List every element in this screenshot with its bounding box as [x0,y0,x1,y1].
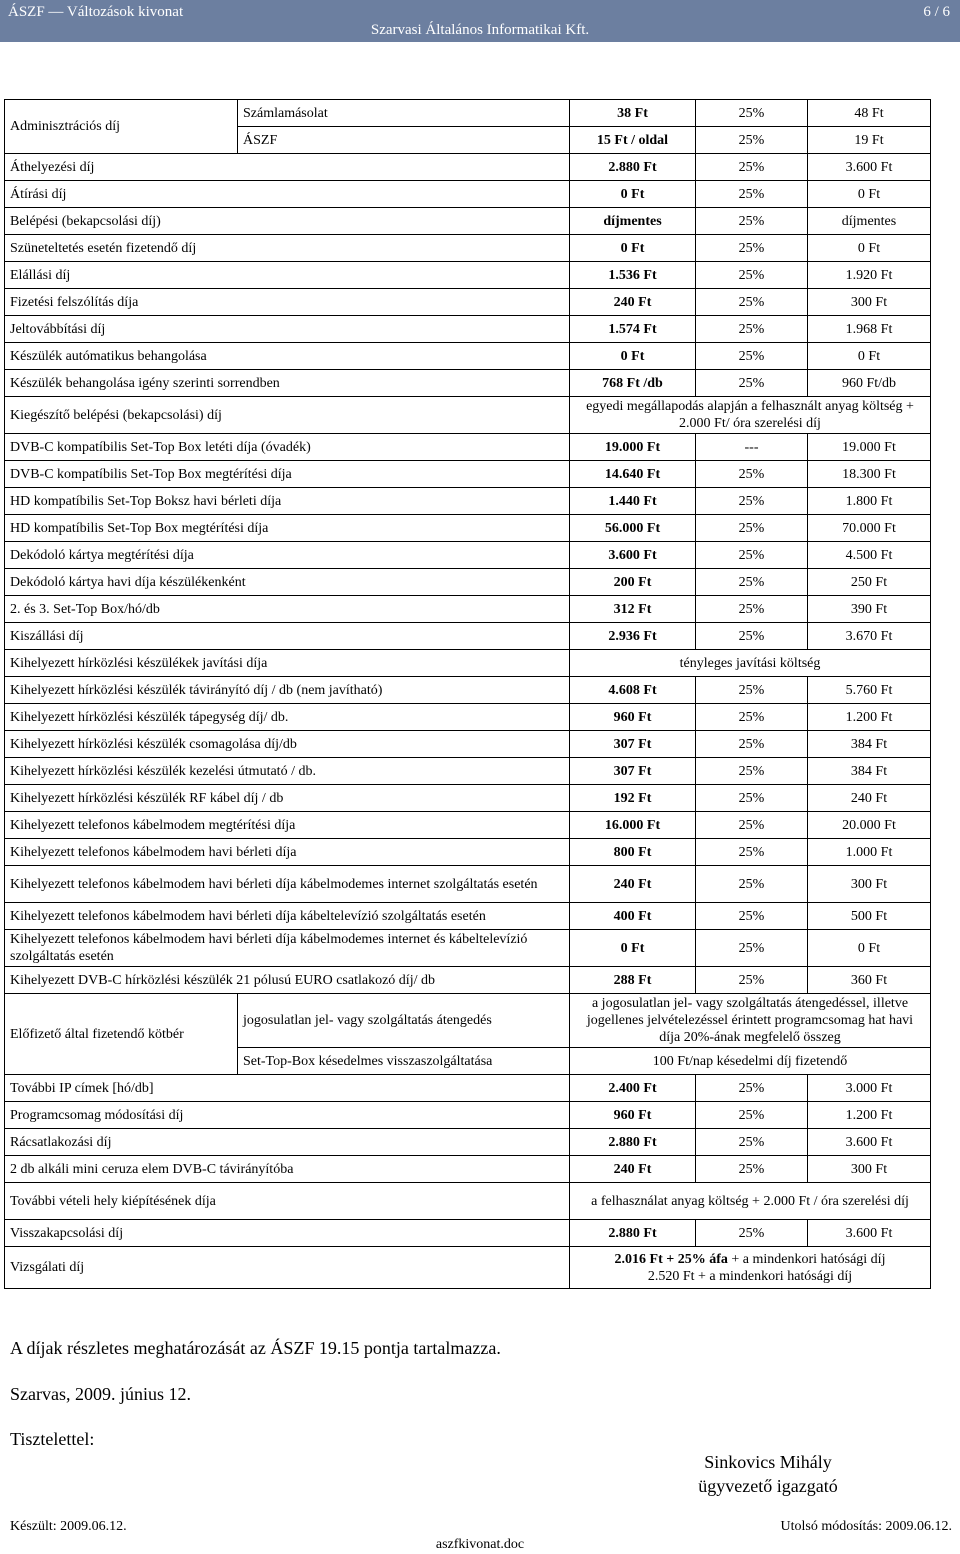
gross-price: 0 Ft [808,930,931,967]
gross-price: 3.000 Ft [808,1075,931,1102]
note-text: A díjak részletes meghatározását az ÁSZF 19.15 pontja tartalmazza. [10,1338,501,1358]
fee-name: Kihelyezett hírközlési készülék kezelési útmutató / db. [5,758,570,785]
fee-value: a felhasználat anyag költség + 2.000 Ft / óra szerelési díj [570,1183,931,1220]
fee-value: a jogosulatlan jel- vagy szolgáltatás átengedéssel, illetve jogellenes jelvételezéssel érintett programcsomag hat havi díja 20%-ának megfelelő összeg [570,994,931,1048]
net-price: 307 Ft [570,731,696,758]
fee-name: Kihelyezett hírközlési készülékek javítási díja [5,650,570,677]
fee-name: Szüneteltetés esetén fizetendő díj [5,235,570,262]
gross-price: 1.200 Ft [808,1102,931,1129]
gross-price: 0 Ft [808,343,931,370]
vat-rate: 25% [696,127,808,154]
net-price: 15 Ft / oldal [570,127,696,154]
table-row [5,930,931,967]
net-price: 240 Ft [570,1156,696,1183]
signature-block [688,1450,848,1498]
table-row [5,235,931,262]
net-price: 768 Ft /db [570,370,696,397]
fee-name: Kihelyezett telefonos kábelmodem havi bérleti díja kábelmodemes internet és kábeltelevízió szolgáltatás esetén [5,930,570,967]
table-row [5,785,931,812]
fee-name: DVB-C kompatíbilis Set-Top Box letéti díja (óvadék) [5,434,570,461]
vat-rate: 25% [696,677,808,704]
vat-rate: 25% [696,208,808,235]
net-price: 288 Ft [570,967,696,994]
fee-name: Kihelyezett telefonos kábelmodem havi bérleti díja kábelmodemes internet szolgáltatás esetén [5,866,570,903]
net-price: 16.000 Ft [570,812,696,839]
fee-name: Előfizető által fizetendő kötbér [5,994,238,1075]
table-row [5,208,931,235]
net-price: 1.574 Ft [570,316,696,343]
vat-rate: 25% [696,1102,808,1129]
table-row [5,704,931,731]
table-row [5,434,931,461]
fee-name: Áthelyezési díj [5,154,570,181]
fee-value-line2: 2.520 Ft + a mindenkori hatósági díj [647,1268,853,1284]
vat-rate: 25% [696,812,808,839]
table-row [5,461,931,488]
gross-price: 48 Ft [808,100,931,127]
table-row [5,866,931,903]
net-price: 0 Ft [570,343,696,370]
fee-name: Rácsatlakozási díj [5,1129,570,1156]
net-price: 2.880 Ft [570,154,696,181]
document-title: ÁSZF — Változások kivonat [8,4,184,20]
gross-price: 3.600 Ft [808,154,931,181]
fee-name: Visszakapcsolási díj [5,1220,570,1247]
gross-price: 3.600 Ft [808,1220,931,1247]
net-price: 38 Ft [570,100,696,127]
net-price: 0 Ft [570,930,696,967]
vat-rate: 25% [696,370,808,397]
footer-modified: Utolsó módosítás: 2009.06.12. [780,1519,952,1534]
table-row [5,596,931,623]
table-row [5,1220,931,1247]
vat-rate: 25% [696,154,808,181]
fee-name: Kihelyezett DVB-C hírközlési készülék 21 pólusú EURO csatlakozó díj/ db [5,967,570,994]
vat-rate: --- [696,434,808,461]
vat-rate: 25% [696,866,808,903]
gross-price: 70.000 Ft [808,515,931,542]
fee-name: HD kompatíbilis Set-Top Boksz havi bérleti díja [5,488,570,515]
gross-price: 390 Ft [808,596,931,623]
net-price: 0 Ft [570,181,696,208]
vat-rate: 25% [696,704,808,731]
table-row [5,569,931,596]
vat-rate: 25% [696,930,808,967]
fee-subname: ÁSZF [238,127,570,154]
fee-name: Kihelyezett hírközlési készülék távirányító díj / db (nem javítható) [5,677,570,704]
table-row [5,650,931,677]
net-price: 3.600 Ft [570,542,696,569]
table-row [5,262,931,289]
net-price: 960 Ft [570,704,696,731]
table-row [5,1183,931,1220]
net-price: 0 Ft [570,235,696,262]
gross-price: 4.500 Ft [808,542,931,569]
vat-rate: 25% [696,515,808,542]
net-price: 2.936 Ft [570,623,696,650]
net-price: díjmentes [570,208,696,235]
vat-rate: 25% [696,569,808,596]
fee-name: Vizsgálati díj [5,1247,570,1289]
place-date: Szarvas, 2009. június 12. [10,1384,191,1404]
greeting: Tisztelettel: [10,1429,95,1449]
table-row [5,370,931,397]
vat-rate: 25% [696,596,808,623]
vat-rate: 25% [696,1220,808,1247]
table-row [5,515,931,542]
net-price: 312 Ft [570,596,696,623]
gross-price: 300 Ft [808,866,931,903]
table-row [5,542,931,569]
vat-rate: 25% [696,903,808,930]
vat-rate: 25% [696,839,808,866]
gross-price: 1.920 Ft [808,262,931,289]
gross-price: 384 Ft [808,731,931,758]
fee-name: DVB-C kompatíbilis Set-Top Box megtérítési díja [5,461,570,488]
table-row [5,623,931,650]
table-row [5,289,931,316]
vat-rate: 25% [696,1129,808,1156]
gross-price: 1.000 Ft [808,839,931,866]
fee-value: tényleges javítási költség [570,650,931,677]
net-price: 200 Ft [570,569,696,596]
gross-price: díjmentes [808,208,931,235]
fee-name: Programcsomag módosítási díj [5,1102,570,1129]
net-price: 240 Ft [570,289,696,316]
fee-value-rest: + a mindenkori hatósági díj [727,1251,886,1267]
net-price: 240 Ft [570,866,696,903]
table-row [5,994,931,1048]
fee-table-body [5,100,931,1289]
gross-price: 3.670 Ft [808,623,931,650]
net-price: 1.536 Ft [570,262,696,289]
fee-value-bold: 2.016 Ft + 25% áfa [614,1251,728,1267]
fee-name: Készülék autómatikus behangolása [5,343,570,370]
net-price: 4.608 Ft [570,677,696,704]
vat-rate: 25% [696,623,808,650]
company-name: Szarvasi Általános Informatikai Kft. [370,22,590,38]
table-row [5,181,931,208]
net-price: 14.640 Ft [570,461,696,488]
table-row [5,812,931,839]
page-number: 6 / 6 [923,4,950,20]
gross-price: 360 Ft [808,967,931,994]
gross-price: 18.300 Ft [808,461,931,488]
fee-name: Kihelyezett hírközlési készülék RF kábel díj / db [5,785,570,812]
gross-price: 300 Ft [808,1156,931,1183]
table-row [5,758,931,785]
fee-name: Elállási díj [5,262,570,289]
net-price: 960 Ft [570,1102,696,1129]
table-row [5,1075,931,1102]
vat-rate: 25% [696,262,808,289]
fee-value [570,1247,931,1289]
gross-price: 19 Ft [808,127,931,154]
gross-price: 19.000 Ft [808,434,931,461]
fee-name: HD kompatíbilis Set-Top Box megtérítési díja [5,515,570,542]
net-price: 2.880 Ft [570,1129,696,1156]
gross-price: 300 Ft [808,289,931,316]
table-row [5,1129,931,1156]
table-row [5,967,931,994]
fee-name: Kihelyezett telefonos kábelmodem havi bérleti díja [5,839,570,866]
fee-subname: jogosulatlan jel- vagy szolgáltatás átengedés [238,994,570,1048]
net-price: 800 Ft [570,839,696,866]
fee-name: Kihelyezett telefonos kábelmodem megtérítési díja [5,812,570,839]
vat-rate: 25% [696,758,808,785]
table-row [5,677,931,704]
vat-rate: 25% [696,542,808,569]
net-price: 19.000 Ft [570,434,696,461]
vat-rate: 25% [696,1156,808,1183]
net-price: 192 Ft [570,785,696,812]
fee-name: Kiegészítő belépési (bekapcsolási) díj [5,397,570,434]
page-header [0,0,960,42]
fee-name: 2 db alkáli mini ceruza elem DVB-C távirányítóba [5,1156,570,1183]
gross-price: 240 Ft [808,785,931,812]
footer-created: Készült: 2009.06.12. [10,1519,127,1534]
signer-name: Sinkovics Mihály [704,1452,832,1472]
vat-rate: 25% [696,100,808,127]
net-price: 2.400 Ft [570,1075,696,1102]
net-price: 56.000 Ft [570,515,696,542]
fee-name: Dekódoló kártya havi díja készülékenként [5,569,570,596]
table-row [5,488,931,515]
vat-rate: 25% [696,488,808,515]
gross-price: 1.200 Ft [808,704,931,731]
vat-rate: 25% [696,316,808,343]
gross-price: 960 Ft/db [808,370,931,397]
fee-name: Adminisztrációs díj [5,100,238,154]
net-price: 400 Ft [570,903,696,930]
vat-rate: 25% [696,1075,808,1102]
fee-name: Kihelyezett hírközlési készülék tápegység díj/ db. [5,704,570,731]
table-row [5,1156,931,1183]
gross-price: 384 Ft [808,758,931,785]
fee-table [4,99,931,1289]
fee-name: További IP címek [hó/db] [5,1075,570,1102]
fee-name: Kihelyezett hírközlési készülék csomagolása díj/db [5,731,570,758]
gross-price: 1.968 Ft [808,316,931,343]
vat-rate: 25% [696,731,808,758]
vat-rate: 25% [696,461,808,488]
table-row [5,1247,931,1289]
fee-name: Belépési (bekapcsolási díj) [5,208,570,235]
fee-name: További vételi hely kiépítésének díja [5,1183,570,1220]
vat-rate: 25% [696,967,808,994]
vat-rate: 25% [696,235,808,262]
footer-filename: aszfkivonat.doc [435,1537,525,1552]
table-row [5,100,931,127]
fee-subname: Set-Top-Box késedelmes visszaszolgáltatása [238,1048,570,1075]
gross-price: 3.600 Ft [808,1129,931,1156]
fee-name: Átírási díj [5,181,570,208]
table-row [5,343,931,370]
table-row [5,839,931,866]
fee-name: Dekódoló kártya megtérítési díja [5,542,570,569]
fee-value: egyedi megállapodás alapján a felhasznált anyag költség + 2.000 Ft/ óra szerelési díj [570,397,931,434]
vat-rate: 25% [696,343,808,370]
vat-rate: 25% [696,181,808,208]
table-row [5,1102,931,1129]
fee-name: Fizetési felszólítás díja [5,289,570,316]
net-price: 307 Ft [570,758,696,785]
gross-price: 5.760 Ft [808,677,931,704]
net-price: 1.440 Ft [570,488,696,515]
table-row [5,316,931,343]
fee-subname: Számlamásolat [238,100,570,127]
gross-price: 500 Ft [808,903,931,930]
vat-rate: 25% [696,785,808,812]
net-price: 2.880 Ft [570,1220,696,1247]
table-row [5,731,931,758]
fee-name: Kihelyezett telefonos kábelmodem havi bérleti díja kábeltelevízió szolgáltatás esetén [5,903,570,930]
gross-price: 1.800 Ft [808,488,931,515]
fee-name: Jeltovábbítási díj [5,316,570,343]
gross-price: 250 Ft [808,569,931,596]
fee-value: 100 Ft/nap késedelmi díj fizetendő [570,1048,931,1075]
fee-name: Készülék behangolása igény szerinti sorrendben [5,370,570,397]
fee-name: Kiszállási díj [5,623,570,650]
table-row [5,397,931,434]
signer-title: ügyvezető igazgató [698,1476,838,1496]
vat-rate: 25% [696,289,808,316]
fee-name: 2. és 3. Set-Top Box/hó/db [5,596,570,623]
gross-price: 20.000 Ft [808,812,931,839]
table-row [5,154,931,181]
gross-price: 0 Ft [808,181,931,208]
table-row [5,903,931,930]
gross-price: 0 Ft [808,235,931,262]
